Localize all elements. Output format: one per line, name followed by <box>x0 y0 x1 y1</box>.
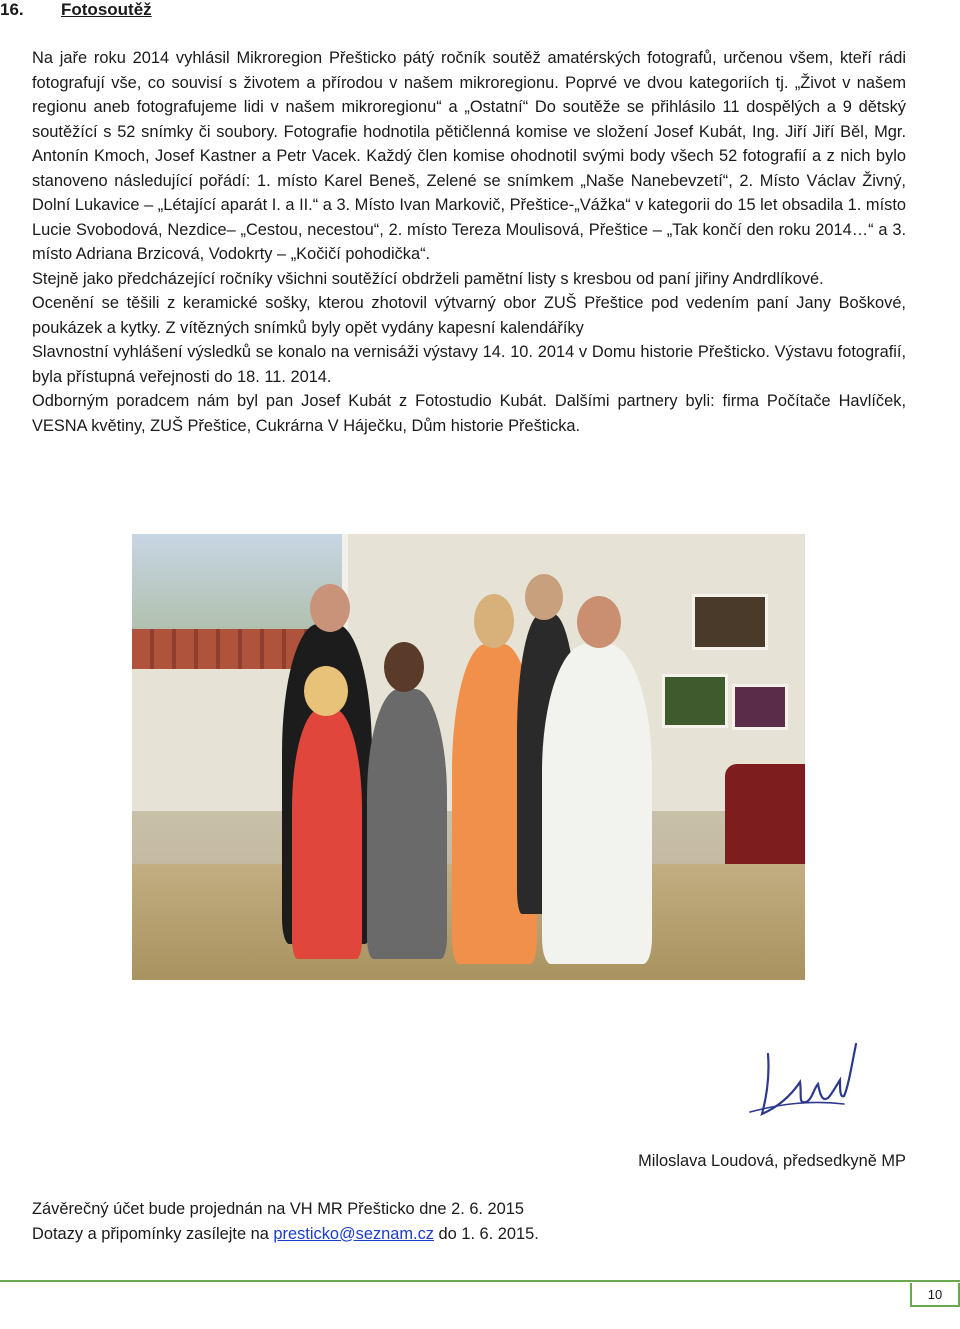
photo-frame <box>662 674 728 728</box>
photo-person <box>542 644 652 964</box>
footer-line: Závěrečný účet bude projednán na VH MR Přešticko dne 2. 6. 2015 <box>32 1200 525 1218</box>
email-link[interactable]: presticko@seznam.cz <box>273 1224 434 1243</box>
signature-name: Miloslava Loudová, předsedkyně MP <box>638 1152 906 1170</box>
article-body <box>32 46 906 438</box>
photo-head <box>310 584 350 632</box>
footer-notes <box>32 1197 539 1246</box>
footer-line <box>32 1222 539 1247</box>
paragraph: Stejně jako předcházející ročníky všichni soutěžící obdrželi pamětní listy s kresbou od paní jiřiny Andrdlíkové. <box>32 269 824 288</box>
paragraph: Slavnostní vyhlášení výsledků se konalo na vernisáži výstavy 14. 10. 2014 v Domu historie Přešticko. Výstavu fotografií, byla přístupná veřejnosti do 18. 11. 2014. <box>32 343 906 386</box>
photo-person <box>367 689 447 959</box>
paragraph: Odborným poradcem nám byl pan Josef Kubát z Fotostudio Kubát. Dalšími partnery byli: firma Počítače Havlíček, VESNA květiny, ZUŠ Přeštice, Cukrárna V Háječku, Dům historie Přešticka. <box>32 392 906 435</box>
handwritten-signature <box>740 1024 858 1128</box>
footer-text: do 1. 6. 2015. <box>433 1224 539 1243</box>
photo-head <box>304 666 348 716</box>
page-number: 10 <box>910 1283 960 1307</box>
footer-rule <box>0 1280 960 1282</box>
photo-head <box>525 574 563 620</box>
section-heading <box>0 0 152 20</box>
footer-text: Dotazy a připomínky zasílejte na <box>32 1224 274 1243</box>
paragraph: Ocenění se těšili z keramické sošky, kterou zhotovil výtvarný obor ZUŠ Přeštice pod vedením paní Jany Boškové, poukázek a kytky. Z vítězných snímků byly opět vydány kapesní kalendáříky <box>32 294 906 337</box>
photo-frame <box>732 684 788 730</box>
photo-frame <box>692 594 768 650</box>
photo-head <box>474 594 514 648</box>
section-title: Fotosoutěž <box>61 0 152 19</box>
section-number: 16. <box>0 0 24 19</box>
photo-head <box>577 596 621 648</box>
photo-person <box>292 709 362 959</box>
photo-head <box>384 642 424 692</box>
paragraph: Na jaře roku 2014 vyhlásil Mikroregion Přešticko pátý ročník soutěž amatérských fotografů, určenou všem, kteří rádi fotografují vše, co souvisí s životem a přírodou v našem mikroregionu. Poprvé ve dvou kategoriích tj. „Život v našem regionu aneb fotografujeme lidi v našem mikroregionu“ a „Ostatní“ Do soutěže se přihlásilo 11 dospělých a 9 dětský soutěžící s 52 snímky či soubory. Fotografie hodnotila pětičlenná komise ve složení Josef Kubát, Ing. Jiří Jiří Běl, Mgr. Antonín Kmoch, Josef Kastner a Petr Vacek. Každý člen komise ohodnotil svými body všech 52 fotografií a z nich bylo stanoveno následující pořádí: 1. místo Karel Beneš, Zelené se snímkem „Naše Nanebevzetí“, 2. Místo Václav Živný, Dolní Lukavice – „Létající aparát I. a II.“ a 3. Místo Ivan Markovič, Přeštice-„Vážka“ v kategorii do 15 let obsadila 1. místo Lucie Svobodová, Nezdice– „Cestou, necestou“, 2. místo Tereza Moulisová, Přeštice – „Tak končí den roku 2014…“ a 3. místo Adriana Brzicová, Vodokrty – „Kočičí pohodička“. <box>32 49 906 263</box>
award-ceremony-photo <box>132 534 805 980</box>
